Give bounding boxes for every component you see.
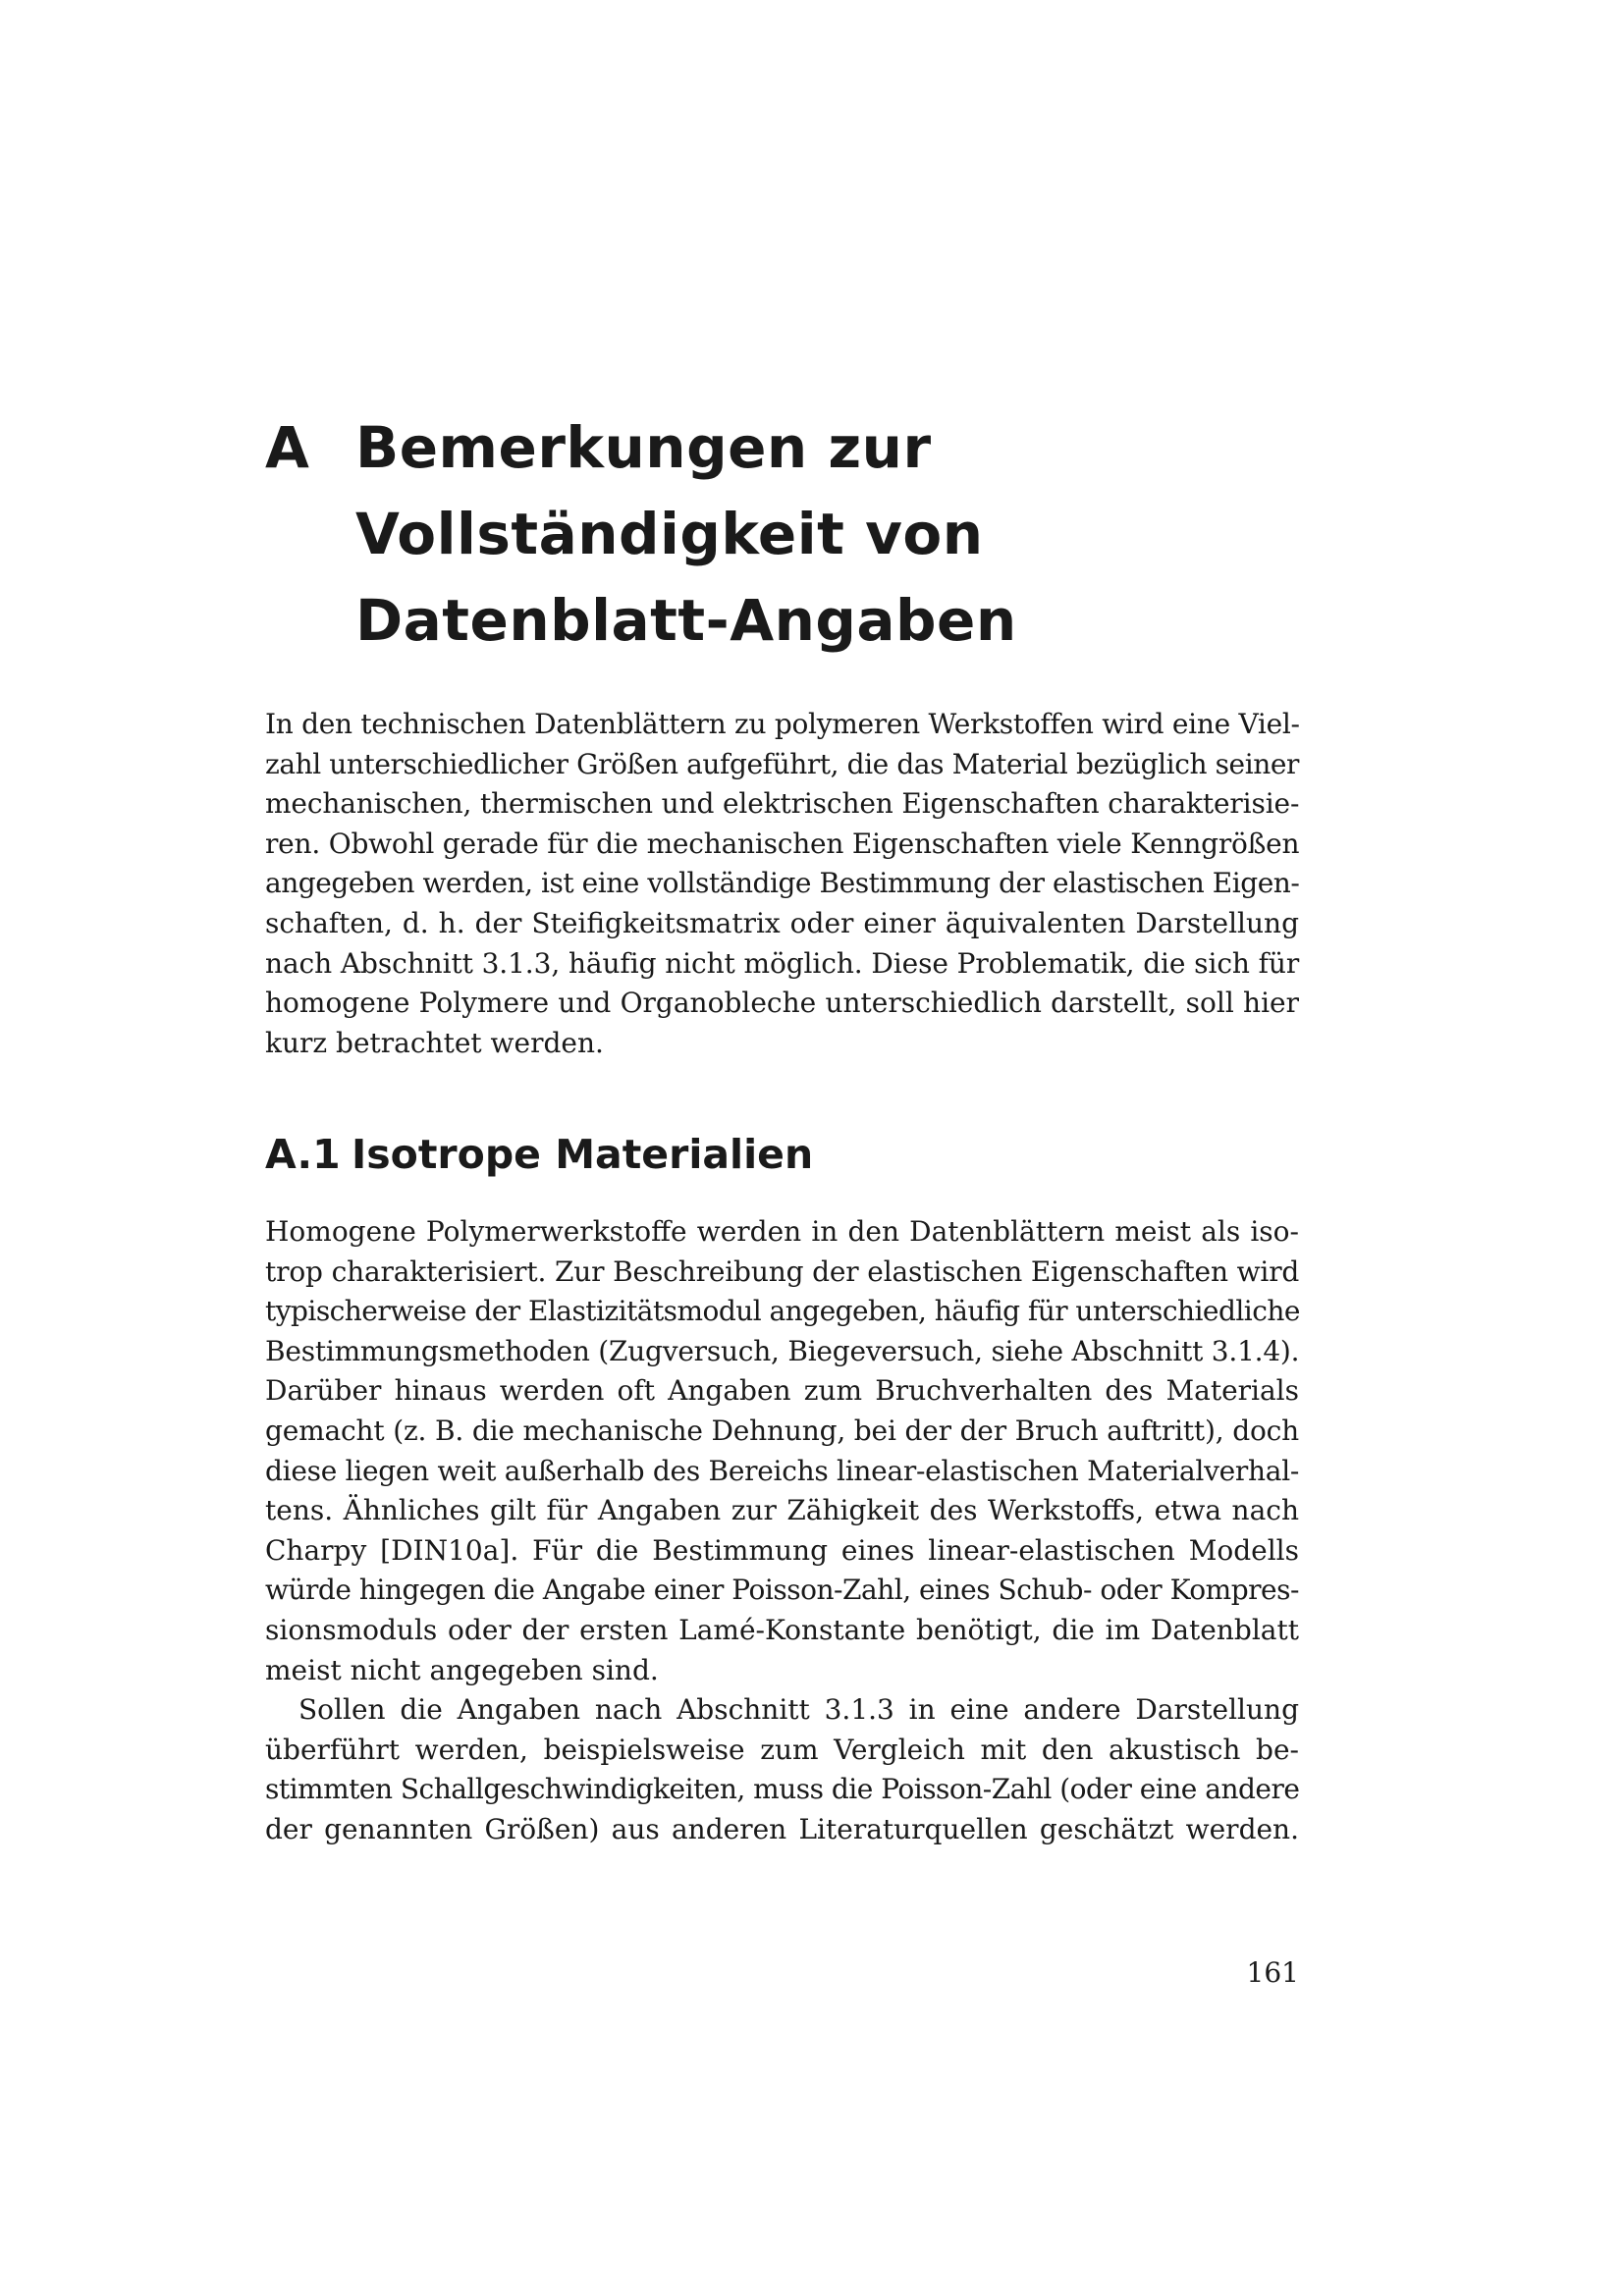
text-line: meist nicht angegeben sind.	[265, 1653, 659, 1686]
text-line: ren. Obwohl gerade für die mechanischen Eigenschaften viele Kenngrößen	[265, 827, 1300, 860]
section-title-text: Isotrope Materialien	[352, 1131, 814, 1178]
text-line: kurz betrachtet werden.	[265, 1026, 604, 1059]
text-line: Darüber hinaus werden oft Angaben zum Bruchverhalten des Materials	[265, 1374, 1299, 1408]
text-line: tens. Ähnliches gilt für Angaben zur Zähigkeit des Werkstoffs, etwa nach	[265, 1494, 1299, 1527]
text-line: nach Abschnitt 3.1.3, häufig nicht möglich. Diese Problematik, die sich für	[265, 946, 1300, 980]
text-line: diese liegen weit außerhalb des Bereichs linear-elastischen Materialverhal-	[265, 1454, 1300, 1487]
body-paragraph-1	[265, 1212, 1299, 1690]
intro-paragraph	[265, 705, 1299, 1063]
text-line: In den technischen Datenblättern zu polymeren Werkstoffen wird eine Viel-	[265, 708, 1300, 740]
chapter-title-text	[355, 404, 1337, 664]
chapter-number: A	[265, 414, 310, 481]
text-line: homogene Polymere und Organobleche unterschiedlich darstellt, soll hier	[265, 987, 1299, 1020]
page-number: 161	[1246, 1956, 1299, 1989]
text-line: angegeben werden, ist eine vollständige Bestimmung der elastischen Eigen-	[265, 867, 1300, 900]
body-paragraph-2	[265, 1690, 1299, 1849]
text-line: Bestimmungsmethoden (Zugversuch, Biegeversuch, siehe Abschnitt 3.1.4).	[265, 1334, 1300, 1367]
text-line: schaften, d. h. der Steifigkeitsmatrix oder einer äquivalenten Darstellung	[265, 906, 1299, 939]
section-number: A.1	[265, 1131, 341, 1178]
chapter-title-line: Vollständigkeit von	[355, 501, 984, 567]
text-line: stimmten Schallgeschwindigkeiten, muss die Poisson-Zahl (oder eine andere	[265, 1773, 1300, 1806]
text-line: Charpy [DIN10a]. Für die Bestimmung eines linear-elastischen Modells	[265, 1533, 1299, 1567]
text-line: Homogene Polymerwerkstoffe werden in den Datenblättern meist als iso-	[265, 1215, 1299, 1248]
text-line: überführt werden, beispielsweise zum Vergleich mit den akustisch be-	[265, 1733, 1299, 1766]
chapter-title-line: Datenblatt-Angaben	[355, 587, 1017, 654]
text-line: zahl unterschiedlicher Größen aufgeführt, die das Material bezüglich seiner	[265, 747, 1299, 780]
text-line: trop charakterisiert. Zur Beschreibung der elastischen Eigenschaften wird	[265, 1255, 1300, 1288]
text-line: der genannten Größen) aus anderen Literaturquellen geschätzt werden.	[265, 1812, 1299, 1845]
text-line: typischerweise der Elastizitätsmodul angegeben, häufig für unterschiedliche	[265, 1295, 1300, 1328]
text-line: Sollen die Angaben nach Abschnitt 3.1.3 in eine andere Darstellung	[298, 1693, 1299, 1726]
chapter-title-line: Bemerkungen zur	[355, 414, 932, 481]
text-line: gemacht (z. B. die mechanische Dehnung, bei der der Bruch auftritt), doch	[265, 1414, 1299, 1447]
text-line: würde hingegen die Angabe einer Poisson-Zahl, eines Schub- oder Kompres-	[265, 1574, 1299, 1607]
text-line: sionsmoduls oder der ersten Lamé-Konstante benötigt, die im Datenblatt	[265, 1613, 1299, 1646]
text-line: mechanischen, thermischen und elektrischen Eigenschaften charakterisie-	[265, 787, 1300, 821]
section-heading	[265, 1125, 813, 1184]
